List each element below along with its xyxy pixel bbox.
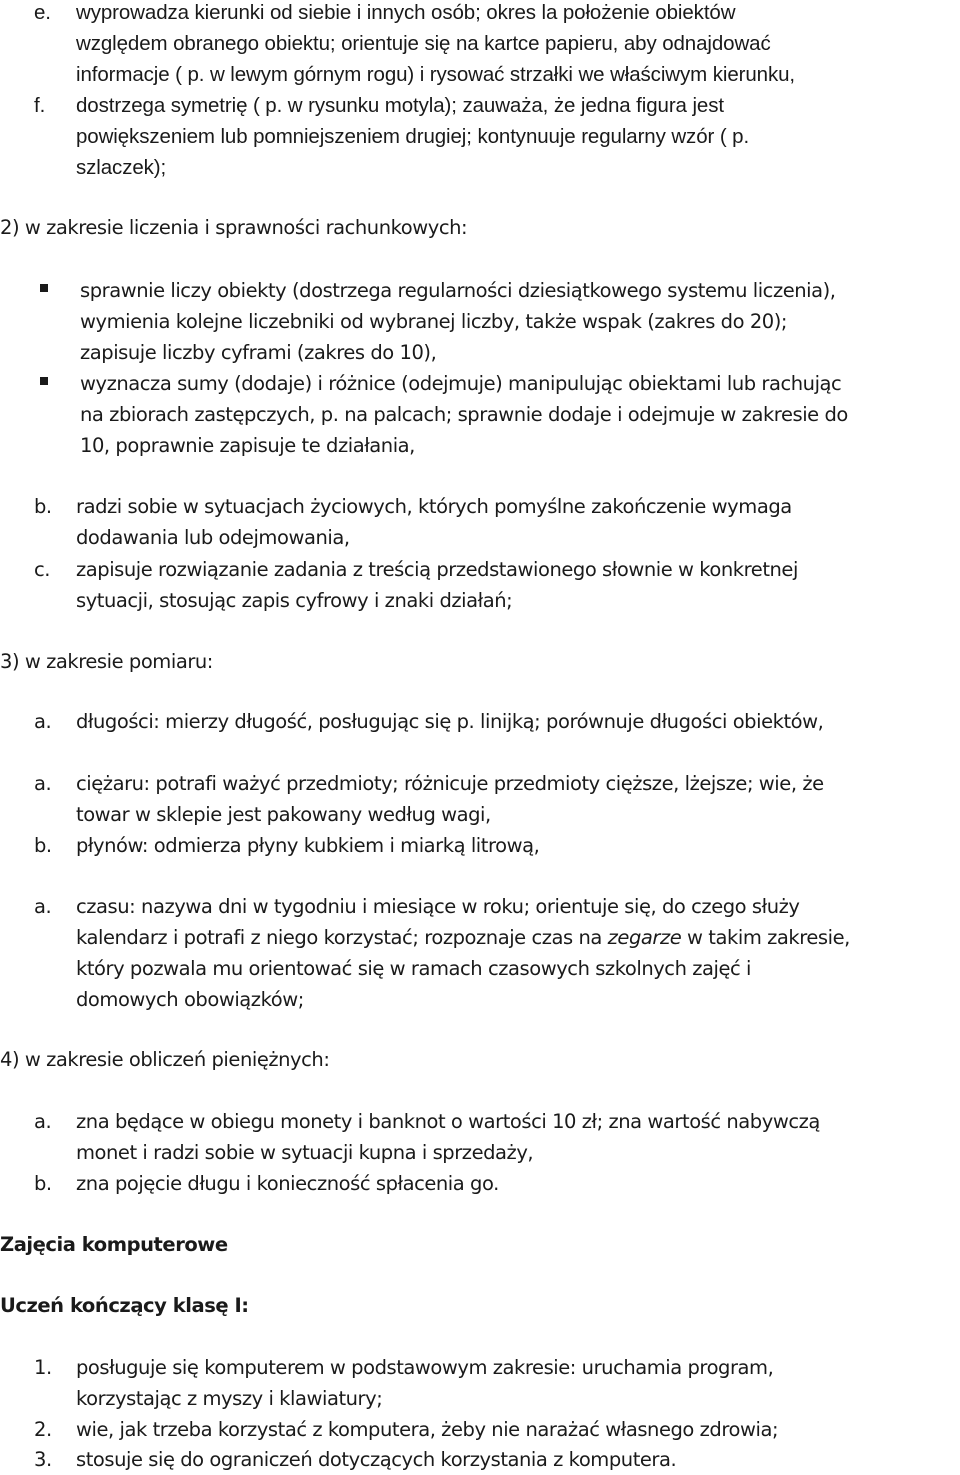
item-line: 10, poprawnie zapisuje te działania, bbox=[80, 434, 415, 457]
item-line: monet i radzi sobie w sytuacji kupna i sprzedaży, bbox=[76, 1141, 534, 1164]
item-label: e. bbox=[34, 1, 51, 24]
italic-word: zegarze bbox=[607, 926, 682, 949]
item-line: posługuje się komputerem w podstawowym zakresie: uruchamia program, bbox=[76, 1356, 774, 1379]
item-label: a. bbox=[34, 772, 52, 795]
item-label: b. bbox=[34, 834, 52, 857]
item-line: radzi sobie w sytuacjach życiowych, których pomyślne zakończenie wymaga bbox=[76, 495, 792, 518]
item-line: względem obranego obiektu; orientuje się na kartce papieru, aby odnajdować bbox=[76, 32, 771, 55]
item-line: dodawania lub odejmowania, bbox=[76, 526, 350, 549]
item-line: na zbiorach zastępczych, p. na palcach; sprawnie dodaje i odejmuje w zakresie do bbox=[80, 403, 848, 426]
section-title: Zajęcia komputerowe bbox=[0, 1233, 228, 1256]
item-line: towar w sklepie jest pakowany według wagi, bbox=[76, 803, 491, 826]
item-line: płynów: odmierza płyny kubkiem i miarką litrową, bbox=[76, 834, 540, 857]
text-run: kalendarz i potrafi z niego korzystać; rozpoznaje czas na bbox=[76, 926, 608, 949]
item-line: zapisuje rozwiązanie zadania z treścią przedstawionego słownie w konkretnej bbox=[76, 558, 798, 581]
item-label: a. bbox=[34, 710, 52, 733]
item-label: 3. bbox=[34, 1448, 52, 1471]
item-line: szlaczek); bbox=[76, 156, 167, 179]
item-line: stosuje się do ograniczeń dotyczących korzystania z komputera. bbox=[76, 1448, 677, 1471]
item-label: f. bbox=[34, 94, 46, 117]
item-line: dostrzega symetrię ( p. w rysunku motyla); zauważa, że jedna figura jest bbox=[76, 94, 724, 117]
text-run: w takim zakresie, bbox=[681, 926, 850, 949]
item-label: 1. bbox=[34, 1356, 52, 1379]
item-line: wie, jak trzeba korzystać z komputera, żeby nie narażać własnego zdrowia; bbox=[76, 1418, 779, 1441]
item-line: sprawnie liczy obiekty (dostrzega regularności dziesiątkowego systemu liczenia), bbox=[80, 279, 836, 302]
item-label: a. bbox=[34, 1110, 52, 1133]
item-line: informacje ( p. w lewym górnym rogu) i rysować strzałki we właściwym kierunku, bbox=[76, 63, 795, 86]
item-line: długości: mierzy długość, posługując się p. linijką; porównuje długości obiektów, bbox=[76, 710, 824, 733]
section-heading: 4) w zakresie obliczeń pieniężnych: bbox=[0, 1048, 330, 1071]
item-line: korzystając z myszy i klawiatury; bbox=[76, 1387, 383, 1410]
item-line: czasu: nazywa dni w tygodniu i miesiące w roku; orientuje się, do czego służy bbox=[76, 895, 800, 918]
item-line: sytuacji, stosując zapis cyfrowy i znaki działań; bbox=[76, 589, 513, 612]
item-line: powiększeniem lub pomniejszeniem drugiej; kontynuuje regularny wzór ( p. bbox=[76, 125, 750, 148]
item-label: b. bbox=[34, 1172, 52, 1195]
item-line: wymienia kolejne liczebniki od wybranej liczby, także wspak (zakres do 20); bbox=[80, 310, 788, 333]
item-line: ciężaru: potrafi ważyć przedmioty; różnicuje przedmioty cięższe, lżejsze; wie, że bbox=[76, 772, 824, 795]
item-line: domowych obowiązków; bbox=[76, 988, 304, 1011]
section-heading: 2) w zakresie liczenia i sprawności rachunkowych: bbox=[0, 216, 468, 239]
item-line: który pozwala mu orientować się w ramach czasowych szkolnych zajęć i bbox=[76, 957, 752, 980]
item-line bbox=[76, 922, 850, 953]
item-line: wyprowadza kierunki od siebie i innych osób; okres la położenie obiektów bbox=[76, 1, 736, 24]
section-subtitle: Uczeń kończący klasę I: bbox=[0, 1294, 249, 1317]
item-label: b. bbox=[34, 495, 52, 518]
item-label: c. bbox=[34, 558, 51, 581]
square-bullet-icon bbox=[40, 377, 48, 385]
square-bullet-icon bbox=[40, 284, 48, 292]
item-label: 2. bbox=[34, 1418, 52, 1441]
item-line: zna pojęcie długu i konieczność spłacenia go. bbox=[76, 1172, 499, 1195]
item-line: wyznacza sumy (dodaje) i różnice (odejmuje) manipulując obiektami lub rachując bbox=[80, 372, 842, 395]
item-line: zna będące w obiegu monety i banknot o wartości 10 zł; zna wartość nabywczą bbox=[76, 1110, 820, 1133]
section-heading: 3) w zakresie pomiaru: bbox=[0, 650, 213, 673]
item-label: a. bbox=[34, 895, 52, 918]
item-line: zapisuje liczby cyframi (zakres do 10), bbox=[80, 341, 437, 364]
